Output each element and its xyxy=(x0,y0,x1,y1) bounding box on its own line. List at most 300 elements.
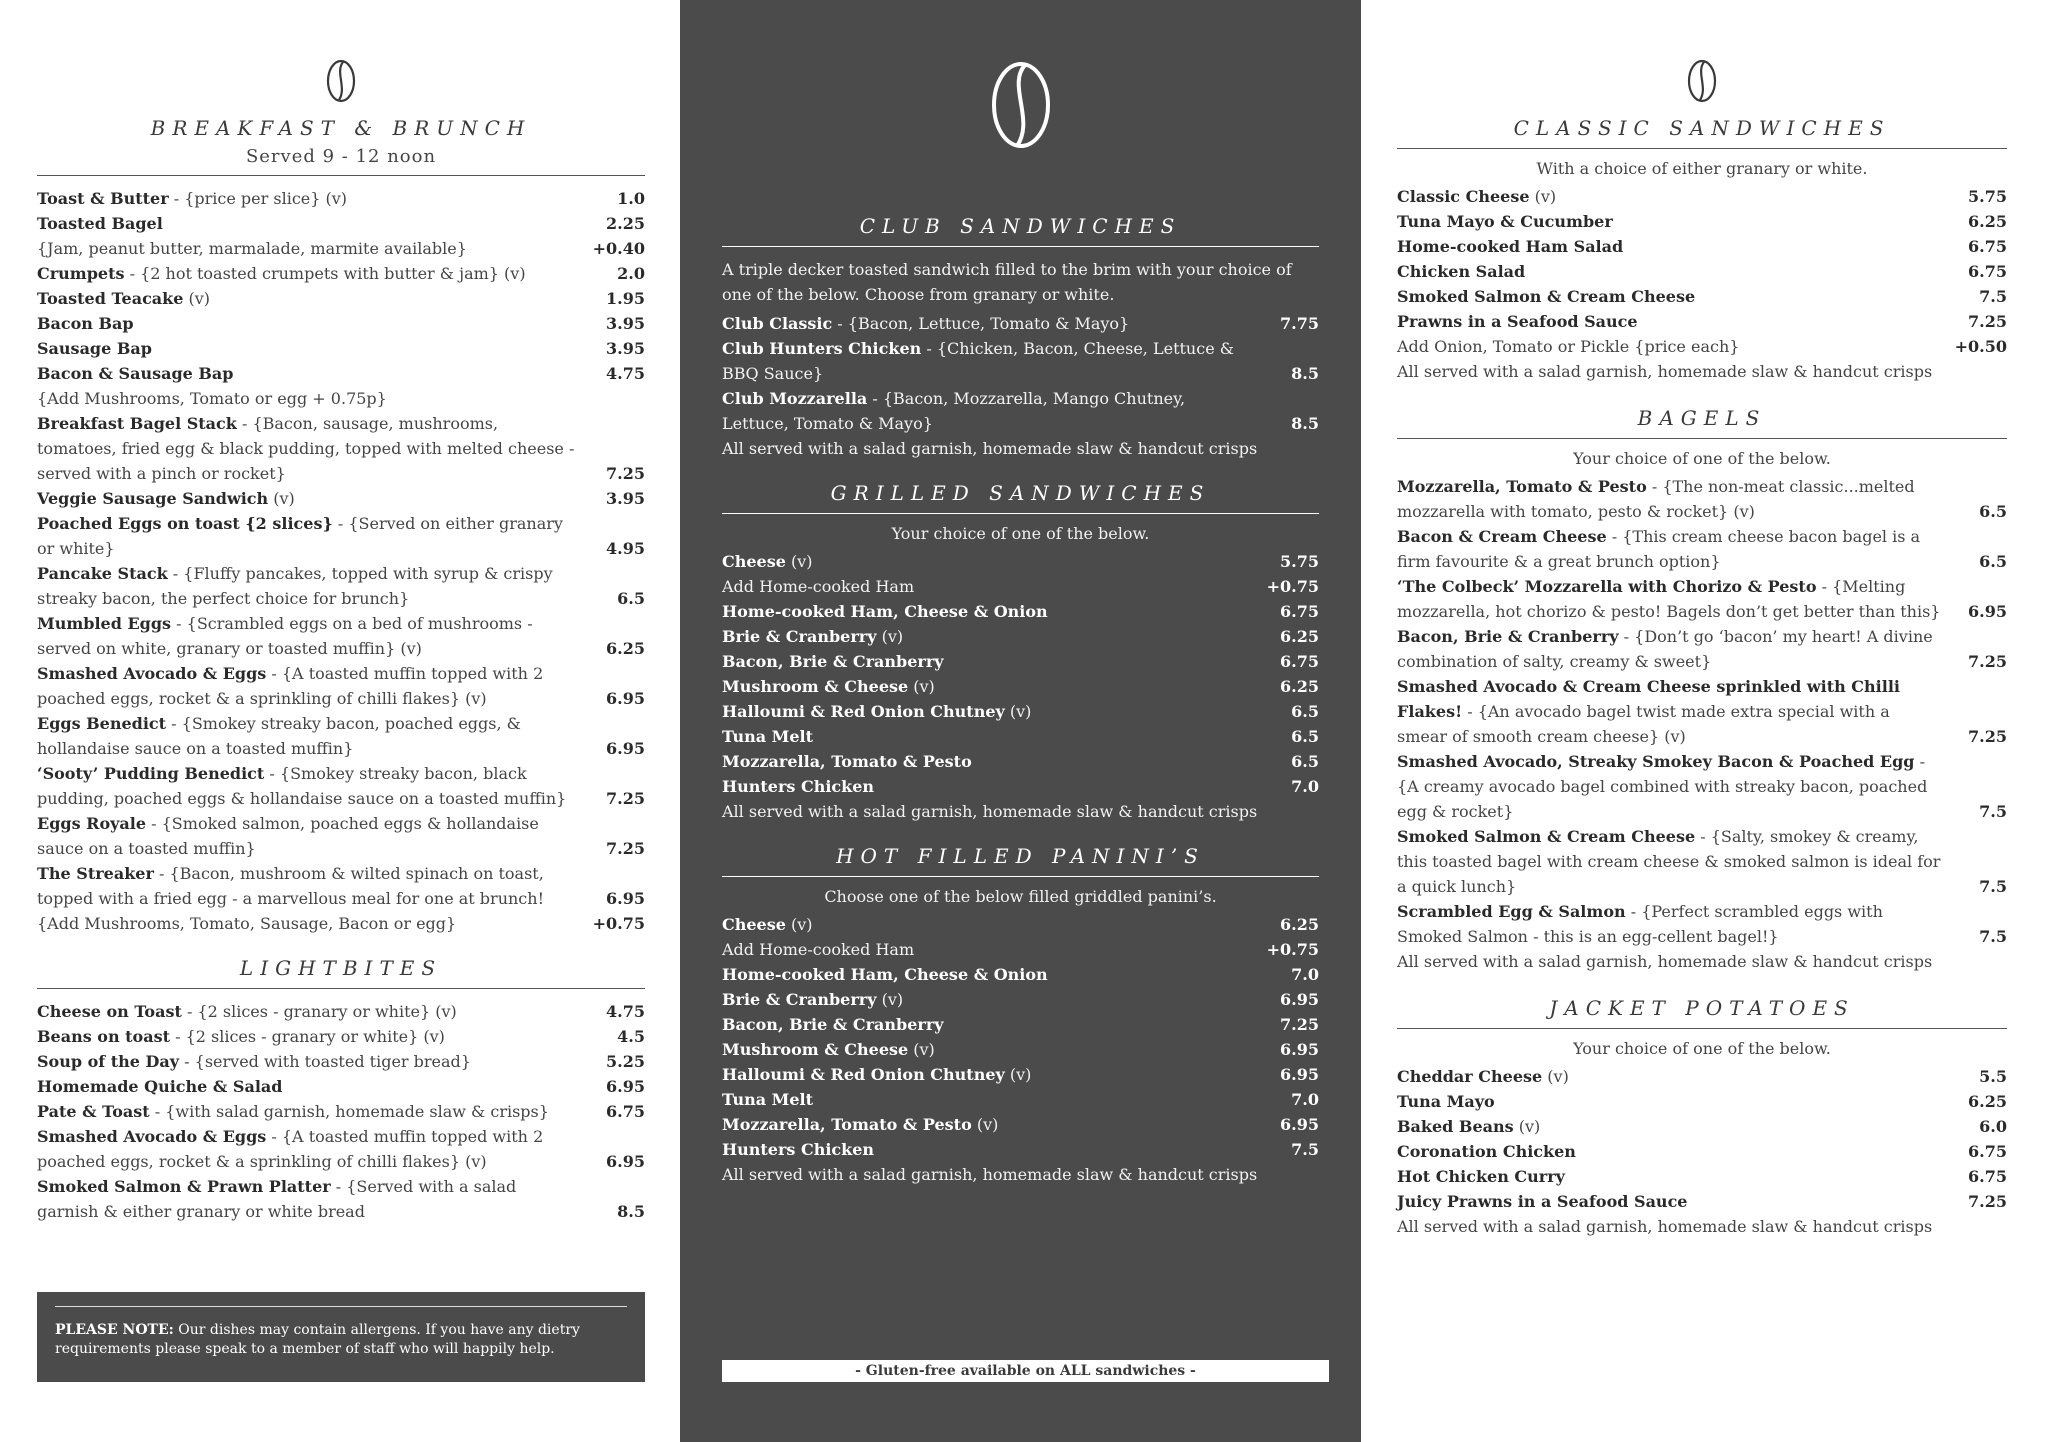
menu-item-name: Smashed Avocado, Streaky Smokey Bacon & Poached Egg xyxy=(1397,752,1915,771)
menu-item-price: 7.0 xyxy=(1291,965,1319,984)
menu-item-description xyxy=(1397,334,1955,359)
menu-item-description xyxy=(722,1012,1267,1037)
menu-item-description xyxy=(37,361,593,386)
divider xyxy=(37,175,645,176)
menu-item-price: 7.25 xyxy=(1968,652,2007,671)
menu-item-name: Bacon & Sausage Bap xyxy=(37,364,234,383)
menu-item-description xyxy=(37,1099,593,1124)
menu-item-description xyxy=(722,336,1267,386)
menu-item xyxy=(1397,209,2007,234)
menu-item xyxy=(37,511,645,561)
menu-item-name: Sausage Bap xyxy=(37,339,152,358)
menu-item xyxy=(722,774,1319,799)
jacket-menu-list xyxy=(1397,1064,2007,1214)
menu-item-price: 6.25 xyxy=(1280,627,1319,646)
menu-item-detail: - {A toasted muffin topped with 2 poached eggs, rocket & a sprinkling of chilli flakes} (v) xyxy=(37,664,544,708)
menu-item-price: 3.95 xyxy=(606,314,645,333)
menu-item-price: 7.0 xyxy=(1291,1090,1319,1109)
menu-item-description xyxy=(37,1049,593,1074)
menu-item-price: 7.5 xyxy=(1979,802,2007,821)
menu-item-detail: {Add Mushrooms, Tomato, Sausage, Bacon or egg} xyxy=(37,914,457,933)
menu-item-description xyxy=(37,211,593,236)
menu-item-name: Brie & Cranberry xyxy=(722,627,877,646)
menu-item xyxy=(1397,899,2007,949)
menu-item-detail: - {Bacon, Mozzarella, Mango Chutney, Lettuce, Tomato & Mayo} xyxy=(722,389,1186,433)
menu-item-description xyxy=(722,674,1267,699)
menu-item-name: Toasted Teacake xyxy=(37,289,184,308)
menu-item-price: +0.50 xyxy=(1954,337,2007,356)
menu-item-description xyxy=(1397,624,1955,674)
divider xyxy=(722,246,1319,247)
menu-item-detail: (v) xyxy=(876,990,904,1009)
menu-item xyxy=(722,574,1319,599)
coffee-bean-logo-icon xyxy=(990,60,1052,150)
menu-item-name: Scrambled Egg & Salmon xyxy=(1397,902,1626,921)
menu-item-price: 4.95 xyxy=(606,539,645,558)
menu-item-name: Homemade Quiche & Salad xyxy=(37,1077,283,1096)
menu-item xyxy=(722,987,1319,1012)
menu-item-detail: - {Smokey streaky bacon, black pudding, poached eggs & hollandaise sauce on a toasted muffin} xyxy=(37,764,567,808)
menu-item xyxy=(37,1174,645,1224)
menu-item-price: 6.95 xyxy=(606,1077,645,1096)
menu-item-price: 8.5 xyxy=(1291,364,1319,383)
menu-item-price: +0.75 xyxy=(592,914,645,933)
menu-item-name: The Streaker xyxy=(37,864,154,883)
menu-item-name: Mumbled Eggs xyxy=(37,614,172,633)
menu-item-description xyxy=(37,611,593,661)
menu-item xyxy=(1397,1114,2007,1139)
menu-item xyxy=(37,286,645,311)
menu-item-description xyxy=(1397,1114,1955,1139)
menu-item-detail: (v) xyxy=(268,489,295,508)
menu-item-price: 8.5 xyxy=(617,1202,645,1221)
menu-item-detail: - {Bacon, sausage, mushrooms, tomatoes, fried egg & black pudding, topped with melted cheese - served with a pinch or rocket} xyxy=(37,414,575,483)
menu-item-description xyxy=(1397,1189,1955,1214)
menu-item-price: 6.5 xyxy=(1979,502,2007,521)
jacket-heading: JACKET POTATOES xyxy=(1549,996,1855,1020)
menu-item-description xyxy=(1397,209,1955,234)
menu-item-name: Pate & Toast xyxy=(37,1102,150,1121)
menu-item xyxy=(37,211,645,236)
menu-item-price: 5.5 xyxy=(1979,1067,2007,1086)
menu-item-price: 4.75 xyxy=(606,1002,645,1021)
jacket-intro: Your choice of one of the below. xyxy=(1573,1039,1831,1058)
menu-item xyxy=(1397,334,2007,359)
menu-item-price: 6.5 xyxy=(1291,727,1319,746)
menu-item xyxy=(1397,1064,2007,1089)
menu-item-name: Hunters Chicken xyxy=(722,1140,875,1159)
menu-item xyxy=(1397,234,2007,259)
menu-item xyxy=(722,1062,1319,1087)
menu-item xyxy=(722,724,1319,749)
menu-item-name: Chicken Salad xyxy=(1397,262,1526,281)
menu-item xyxy=(37,1099,645,1124)
menu-item-detail: - {Chicken, Bacon, Cheese, Lettuce & BBQ Sauce} xyxy=(722,339,1234,383)
menu-item xyxy=(37,236,645,261)
allergy-text xyxy=(55,1321,627,1359)
menu-item-detail: - {2 slices - granary or white} (v) xyxy=(181,1002,457,1021)
menu-item-name: ‘Sooty’ Pudding Benedict xyxy=(37,764,265,783)
panini-intro: Choose one of the below filled griddled panini’s. xyxy=(824,887,1217,906)
menu-item-description xyxy=(37,486,593,511)
menu-item-detail: - {Scrambled eggs on a bed of mushrooms - served on white, granary or toasted muffin} (v) xyxy=(37,614,533,658)
menu-item-price: 6.5 xyxy=(1291,752,1319,771)
menu-item-price: 6.95 xyxy=(606,739,645,758)
menu-item-name: Smoked Salmon & Cream Cheese xyxy=(1397,287,1696,306)
menu-item-price: 7.5 xyxy=(1979,927,2007,946)
menu-item-description xyxy=(37,1124,593,1174)
menu-item xyxy=(722,1112,1319,1137)
menu-item-name: Home-cooked Ham, Cheese & Onion xyxy=(722,602,1048,621)
menu-item-detail: (v) xyxy=(1542,1067,1569,1086)
menu-item-price: 6.75 xyxy=(1280,652,1319,671)
menu-item-detail: - {2 hot toasted crumpets with butter & jam} (v) xyxy=(124,264,526,283)
menu-item-description xyxy=(37,1174,593,1224)
menu-item xyxy=(37,999,645,1024)
menu-item-price: 6.75 xyxy=(1968,1167,2007,1186)
menu-item xyxy=(722,311,1319,336)
menu-item xyxy=(37,661,645,711)
menu-item-description xyxy=(37,999,593,1024)
menu-item-name: Club Classic xyxy=(722,314,833,333)
menu-item xyxy=(1397,474,2007,524)
classic-intro: With a choice of either granary or white. xyxy=(1536,159,1868,178)
menu-item-detail: - {with salad garnish, homemade slaw & crisps} xyxy=(149,1102,549,1121)
menu-item-name: Mozzarella, Tomato & Pesto xyxy=(722,1115,972,1134)
menu-item-description xyxy=(722,624,1267,649)
menu-item-name: Toasted Bagel xyxy=(37,214,163,233)
menu-item-detail: - {price per slice} (v) xyxy=(168,189,348,208)
menu-item xyxy=(1397,574,2007,624)
menu-item-name: Tuna Melt xyxy=(722,1090,813,1109)
menu-item-description xyxy=(722,1087,1267,1112)
club-note: All served with a salad garnish, homemade slaw & handcut crisps xyxy=(722,439,1258,458)
menu-item-detail: - {A toasted muffin topped with 2 poached eggs, rocket & a sprinkling of chilli flakes} (v) xyxy=(37,1127,544,1171)
menu-item-name: Hunters Chicken xyxy=(722,777,875,796)
menu-item-price: 6.95 xyxy=(1280,990,1319,1009)
menu-item xyxy=(1397,259,2007,284)
menu-item-detail: - {Don’t go ‘bacon’ my heart! A divine combination of salty, creamy & sweet} xyxy=(1397,627,1933,671)
menu-item-description xyxy=(722,1137,1267,1162)
menu-item-name: Tuna Mayo xyxy=(1397,1092,1495,1111)
menu-item-detail: - {The non-meat classic...melted mozzarella with tomato, pesto & rocket} (v) xyxy=(1397,477,1915,521)
menu-item-description xyxy=(37,186,593,211)
menu-item-name: Home-cooked Ham Salad xyxy=(1397,237,1624,256)
menu-item-description xyxy=(1397,259,1955,284)
menu-item xyxy=(722,386,1319,436)
menu-item-price: 6.25 xyxy=(1968,1092,2007,1111)
menu-item-description xyxy=(722,937,1267,962)
menu-item-name: Bacon, Brie & Cranberry xyxy=(722,652,944,671)
menu-item xyxy=(37,711,645,761)
menu-item xyxy=(37,1124,645,1174)
bagels-menu-list xyxy=(1397,474,2007,949)
menu-item-description xyxy=(722,912,1267,937)
menu-item-description xyxy=(37,811,593,861)
menu-item-description xyxy=(722,386,1267,436)
menu-item-description xyxy=(1397,1064,1955,1089)
menu-item xyxy=(37,561,645,611)
menu-item-price: 6.95 xyxy=(1280,1065,1319,1084)
menu-item-name: Smoked Salmon & Prawn Platter xyxy=(37,1177,331,1196)
menu-item-price: 5.25 xyxy=(606,1052,645,1071)
menu-item-description xyxy=(1397,899,1955,949)
menu-item-description xyxy=(1397,749,1955,824)
menu-item xyxy=(722,336,1319,386)
menu-item-price: 2.0 xyxy=(617,264,645,283)
menu-item-detail: - {Smokey streaky bacon, poached eggs, & hollandaise sauce on a toasted muffin} xyxy=(37,714,521,758)
menu-item xyxy=(1397,1164,2007,1189)
menu-item-name: Eggs Benedict xyxy=(37,714,167,733)
menu-item-detail: - {Bacon, mushroom & wilted spinach on toast, topped with a fried egg - a marvellous meal for one at brunch! xyxy=(37,864,544,908)
menu-item-price: 6.0 xyxy=(1979,1117,2007,1136)
menu-item xyxy=(37,611,645,661)
menu-item xyxy=(37,1049,645,1074)
menu-item-name: Cheese xyxy=(722,915,786,934)
menu-item-name: Hot Chicken Curry xyxy=(1397,1167,1565,1186)
menu-item-price: 6.95 xyxy=(1280,1115,1319,1134)
menu-item xyxy=(1397,749,2007,824)
menu-item-description xyxy=(1397,674,1955,749)
menu-item-detail: - {This cream cheese bacon bagel is a firm favourite & a great brunch option} xyxy=(1397,527,1921,571)
menu-item-price: 3.95 xyxy=(606,489,645,508)
menu-item-price: 6.95 xyxy=(1280,1040,1319,1059)
menu-item-description xyxy=(722,774,1267,799)
menu-item xyxy=(37,311,645,336)
menu-item-detail: - {Bacon, Lettuce, Tomato & Mayo} xyxy=(832,314,1130,333)
menu-item-name: ‘The Colbeck’ Mozzarella with Chorizo & Pesto xyxy=(1397,577,1817,596)
menu-item-price: 7.0 xyxy=(1291,777,1319,796)
club-heading: CLUB SANDWICHES xyxy=(859,214,1182,238)
menu-item-description xyxy=(722,549,1267,574)
left-column xyxy=(37,0,645,1442)
menu-item xyxy=(37,1024,645,1049)
menu-item xyxy=(1397,824,2007,899)
menu-item-price: 6.75 xyxy=(1280,602,1319,621)
menu-item-detail: (v) xyxy=(876,627,904,646)
jacket-note: All served with a salad garnish, homemade slaw & handcut crisps xyxy=(1397,1217,1933,1236)
menu-item-name: Home-cooked Ham, Cheese & Onion xyxy=(722,965,1048,984)
menu-item-detail: - {served with toasted tiger bread} xyxy=(179,1052,471,1071)
bagels-intro: Your choice of one of the below. xyxy=(1573,449,1831,468)
menu-item-price: 7.75 xyxy=(1280,314,1319,333)
menu-item-detail: - {Smoked salmon, poached eggs & hollandaise sauce on a toasted muffin} xyxy=(37,814,539,858)
divider xyxy=(37,988,645,989)
menu-item-description xyxy=(722,574,1267,599)
menu-item xyxy=(722,674,1319,699)
menu-item-price: 6.95 xyxy=(606,689,645,708)
menu-item-name: Cheese xyxy=(722,552,786,571)
breakfast-heading: BREAKFAST & BRUNCH xyxy=(150,116,532,140)
menu-item-name: Mozzarella, Tomato & Pesto xyxy=(1397,477,1647,496)
menu-item xyxy=(37,861,645,911)
menu-item-description xyxy=(722,1112,1267,1137)
allergy-notice xyxy=(37,1292,645,1382)
breakfast-menu-list xyxy=(37,186,645,936)
divider xyxy=(1397,438,2007,439)
menu-item-price: 7.25 xyxy=(1968,1192,2007,1211)
menu-item-name: Smashed Avocado & Eggs xyxy=(37,664,267,683)
coffee-bean-logo-icon xyxy=(1686,58,1718,104)
menu-item-description xyxy=(1397,309,1955,334)
menu-item-description xyxy=(722,1062,1267,1087)
menu-item-name: Pancake Stack xyxy=(37,564,168,583)
lightbites-heading: LIGHTBITES xyxy=(239,956,443,980)
menu-item-price: 7.5 xyxy=(1979,877,2007,896)
menu-item-price: 6.25 xyxy=(606,639,645,658)
menu-item-price: 6.5 xyxy=(1979,552,2007,571)
menu-item-detail: (v) xyxy=(908,1040,935,1059)
menu-item xyxy=(1397,1189,2007,1214)
menu-item xyxy=(1397,624,2007,674)
menu-item-price: 7.5 xyxy=(1291,1140,1319,1159)
menu-item-price: 1.0 xyxy=(617,189,645,208)
menu-item xyxy=(1397,309,2007,334)
menu-item-detail: (v) xyxy=(1004,702,1032,721)
allergy-label: PLEASE NOTE: xyxy=(55,1322,174,1338)
menu-item xyxy=(1397,1139,2007,1164)
grilled-intro: Your choice of one of the below. xyxy=(891,524,1150,543)
menu-item-name: Juicy Prawns in a Seafood Sauce xyxy=(1397,1192,1688,1211)
menu-item-detail: Add Home-cooked Ham xyxy=(722,577,915,596)
menu-item-price: 5.75 xyxy=(1280,552,1319,571)
menu-item-description xyxy=(722,599,1267,624)
allergy-body: Our dishes may contain allergens. If you have any dietry requirements please speak to a member of staff who will happily help. xyxy=(55,1322,580,1357)
menu-item-price: 6.75 xyxy=(1968,262,2007,281)
menu-item-detail: - {Melting mozzarella, hot chorizo & pesto! Bagels don’t get better than this} xyxy=(1397,577,1941,621)
menu-item-name: Bacon, Brie & Cranberry xyxy=(1397,627,1619,646)
menu-item-detail: Add Onion, Tomato or Pickle {price each} xyxy=(1397,337,1740,356)
menu-item-name: Halloumi & Red Onion Chutney xyxy=(722,702,1005,721)
menu-item-description xyxy=(37,411,593,486)
menu-item-description xyxy=(722,724,1267,749)
menu-item-name: Bacon Bap xyxy=(37,314,134,333)
menu-item-description xyxy=(37,661,593,711)
menu-item-description xyxy=(722,649,1267,674)
menu-item xyxy=(1397,184,2007,209)
menu-item-name: Classic Cheese xyxy=(1397,187,1530,206)
menu-item-price: 6.5 xyxy=(617,589,645,608)
menu-item-name: Soup of the Day xyxy=(37,1052,180,1071)
menu-item-name: Mushroom & Cheese xyxy=(722,1040,909,1059)
menu-item-detail: - {A creamy avocado bagel combined with streaky bacon, poached egg & rocket} xyxy=(1397,752,1928,821)
divider xyxy=(722,876,1319,877)
menu-item-name: Tuna Melt xyxy=(722,727,813,746)
menu-item xyxy=(1397,524,2007,574)
menu-item-name: Veggie Sausage Sandwich xyxy=(37,489,269,508)
menu-item-price: 7.25 xyxy=(1968,312,2007,331)
menu-item xyxy=(1397,674,2007,749)
menu-item-price: 6.95 xyxy=(606,1152,645,1171)
menu-item xyxy=(722,649,1319,674)
menu-item-description xyxy=(1397,824,1955,899)
menu-item-price: 6.5 xyxy=(1291,702,1319,721)
menu-item-price: 1.95 xyxy=(606,289,645,308)
divider xyxy=(1397,148,2007,149)
menu-item xyxy=(37,811,645,861)
menu-item-price: 6.75 xyxy=(606,1102,645,1121)
menu-item-detail: (v) xyxy=(908,677,935,696)
menu-item xyxy=(722,599,1319,624)
menu-item-description xyxy=(722,987,1267,1012)
menu-item xyxy=(37,336,645,361)
menu-item-detail: Add Home-cooked Ham xyxy=(722,940,915,959)
menu-item xyxy=(722,1137,1319,1162)
menu-item-name: Coronation Chicken xyxy=(1397,1142,1576,1161)
menu-item-name: Breakfast Bagel Stack xyxy=(37,414,237,433)
menu-item-price: 6.95 xyxy=(1968,602,2007,621)
menu-item-detail: - {Salty, smokey & creamy, this toasted bagel with cream cheese & smoked salmon is ideal for a quick lunch} xyxy=(1397,827,1941,896)
menu-item-name: Toast & Butter xyxy=(37,189,169,208)
classic-note: All served with a salad garnish, homemade slaw & handcut crisps xyxy=(1397,362,1933,381)
menu-item-detail: (v) xyxy=(1529,187,1557,206)
menu-item-price: 7.5 xyxy=(1979,287,2007,306)
menu-item-detail: (v) xyxy=(785,915,813,934)
menu-item-description xyxy=(37,911,593,936)
menu-item-price: 7.25 xyxy=(606,464,645,483)
grilled-menu-list xyxy=(722,549,1319,799)
menu-item-name: Mozzarella, Tomato & Pesto xyxy=(722,752,972,771)
menu-item-detail: - {Served with a salad garnish & either granary or white bread xyxy=(37,1177,517,1221)
menu-item-name: Tuna Mayo & Cucumber xyxy=(1397,212,1613,231)
menu-item-description xyxy=(1397,184,1955,209)
menu-item-detail: (v) xyxy=(1004,1065,1032,1084)
menu-item-detail: (v) xyxy=(785,552,813,571)
menu-item-name: Beans on toast xyxy=(37,1027,170,1046)
menu-item-name: Halloumi & Red Onion Chutney xyxy=(722,1065,1005,1084)
menu-item-detail: (v) xyxy=(183,289,211,308)
menu-item-detail: {Jam, peanut butter, marmalade, marmite available} xyxy=(37,239,467,258)
menu-item-name: Mushroom & Cheese xyxy=(722,677,909,696)
menu-item xyxy=(1397,284,2007,309)
menu-item xyxy=(722,912,1319,937)
menu-item-detail: - {2 slices - granary or white} (v) xyxy=(169,1027,445,1046)
menu-item-description xyxy=(722,311,1267,336)
menu-item-name: Eggs Royale xyxy=(37,814,147,833)
menu-item xyxy=(37,911,645,936)
menu-item xyxy=(722,699,1319,724)
menu-item-description xyxy=(1397,574,1955,624)
club-intro: A triple decker toasted sandwich filled to the brim with your choice of one of the below. Choose from granary or white. xyxy=(722,260,1292,304)
right-column xyxy=(1397,0,2007,1442)
breakfast-subtitle: Served 9 - 12 noon xyxy=(245,146,437,167)
menu-item-detail: - {Served on either granary or white} xyxy=(37,514,563,558)
menu-item-description xyxy=(1397,1089,1955,1114)
menu-item-price: 6.75 xyxy=(1968,1142,2007,1161)
menu-item-description xyxy=(37,711,593,761)
divider xyxy=(55,1306,627,1307)
menu-item xyxy=(722,962,1319,987)
panini-heading: HOT FILLED PANINI’S xyxy=(836,844,1205,868)
menu-item xyxy=(722,937,1319,962)
menu-item-description xyxy=(37,336,593,361)
middle-column xyxy=(680,0,1361,1442)
menu-item-description xyxy=(1397,1164,1955,1189)
menu-item-name: Prawns in a Seafood Sauce xyxy=(1397,312,1638,331)
menu-item-price: 4.5 xyxy=(617,1027,645,1046)
menu-item-description xyxy=(1397,524,1955,574)
menu-item-detail: {Add Mushrooms, Tomato or egg + 0.75p} xyxy=(37,389,387,408)
divider xyxy=(1397,1028,2007,1029)
menu-item-description xyxy=(722,749,1267,774)
menu-item-description xyxy=(37,261,593,286)
menu-item-detail: - {Fluffy pancakes, topped with syrup & crispy streaky bacon, the perfect choice for brunch} xyxy=(37,564,553,608)
bagels-heading: BAGELS xyxy=(1637,406,1767,430)
gluten-free-banner: - Gluten-free available on ALL sandwiches - xyxy=(722,1360,1329,1382)
menu-item-price: 7.25 xyxy=(1280,1015,1319,1034)
menu-item-price: 6.25 xyxy=(1280,915,1319,934)
menu-item xyxy=(37,186,645,211)
